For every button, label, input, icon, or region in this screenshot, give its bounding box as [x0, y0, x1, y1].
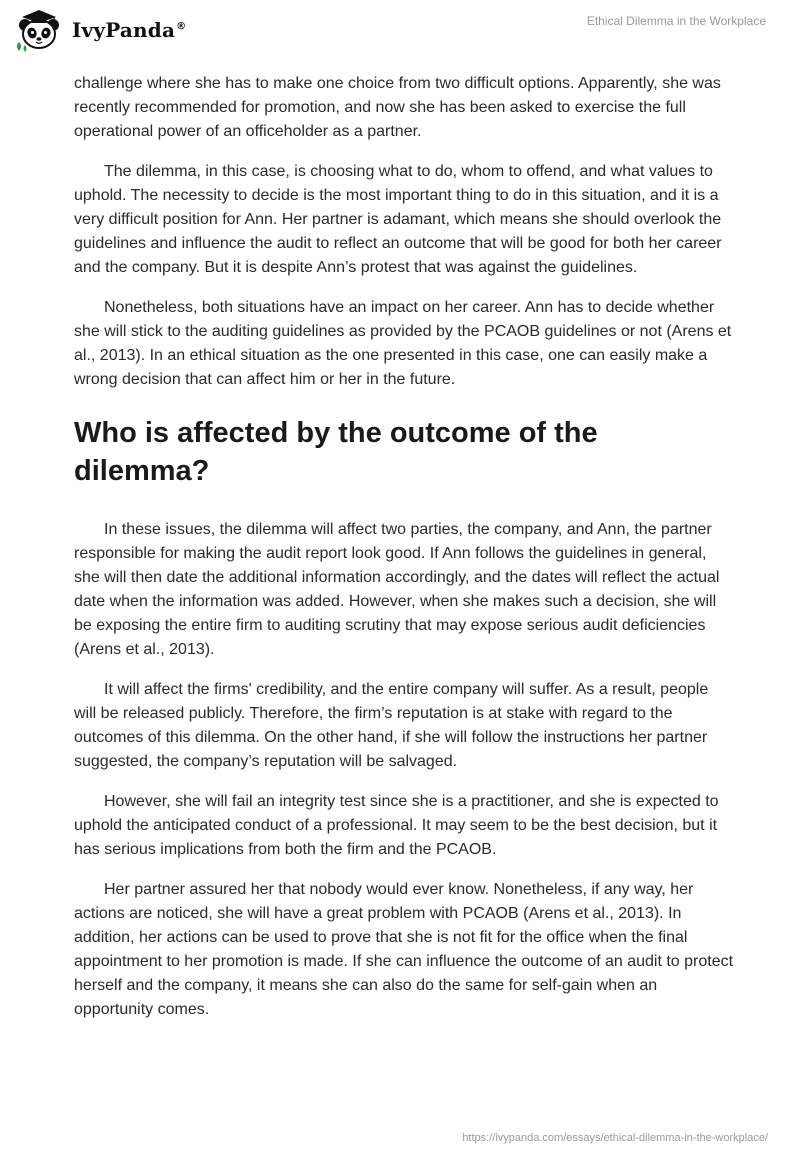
paragraph: It will affect the firms' credibility, and the entire company will suffer. As a result, people will be released publicly. Therefore, the firm’s reputation is at stake with regard to the outcomes of this dilemma. On the other hand, if she will follow the instructions her partner suggested, the company’s reputation will be salvaged.	[74, 681, 709, 770]
ivypanda-logo[interactable]	[14, 8, 186, 52]
paragraph: However, she will fail an integrity test since she is a practitioner, and she is expected to uphold the anticipated conduct of a professional. It may seem to be the best decision, but it has serious implications from both the firm and the PCAOB.	[74, 793, 719, 858]
essay-body	[74, 72, 734, 1038]
logo-text: IvyPanda®	[72, 18, 187, 42]
panda-graduate-icon	[14, 8, 66, 52]
section-heading: Who is affected by the outcome of the dilemma?	[74, 417, 598, 487]
paragraph: The dilemma, in this case, is choosing what to do, whom to offend, and what values to uphold. The necessity to decide is the most important thing to do in this situation, and it is a very difficult position for Ann. Her partner is adamant, which means she should overlook the guidelines and influence the audit to reflect an outcome that will be good for both her career and the company. But it is despite Ann’s protest that was against the guidelines.	[74, 163, 722, 276]
paragraph: Nonetheless, both situations have an impact on her career. Ann has to decide whether she will stick to the auditing guidelines as provided by the PCAOB guidelines or not (Arens et al., 2013). In an ethical situation as the one presented in this case, one can easily make a wrong decision that can affect him or her in the future.	[74, 299, 732, 388]
paragraph: In these issues, the dilemma will affect two parties, the company, and Ann, the partner responsible for making the audit report look good. If Ann follows the guidelines in general, she will then date the additional information accordingly, and the dates will reflect the actual date when the information was added. However, when she makes such a decision, she will be exposing the entire firm to auditing scrutiny that may expose serious audit deficiencies (Arens et al., 2013).	[74, 521, 720, 658]
document-title: Ethical Dilemma in the Workplace	[586, 14, 766, 28]
source-url[interactable]: https://ivypanda.com/essays/ethical-dilemma-in-the-workplace/	[462, 1132, 768, 1144]
paragraph: Her partner assured her that nobody would ever know. Nonetheless, if any way, her actions are noticed, she will have a great problem with PCAOB (Arens et al., 2013). In addition, her actions can be used to prove that she is not fit for the office when the final appointment to her promotion is made. If she can influence the outcome of an audit to protect herself and the company, it means she can also do the same for self-gain when an opportunity comes.	[74, 881, 734, 1018]
page-header	[0, 0, 800, 60]
paragraph: challenge where she has to make one choice from two difficult options. Apparently, she was recently recommended for promotion, and now she has been asked to exercise the full operational power of an officeholder as a partner.	[74, 75, 721, 140]
